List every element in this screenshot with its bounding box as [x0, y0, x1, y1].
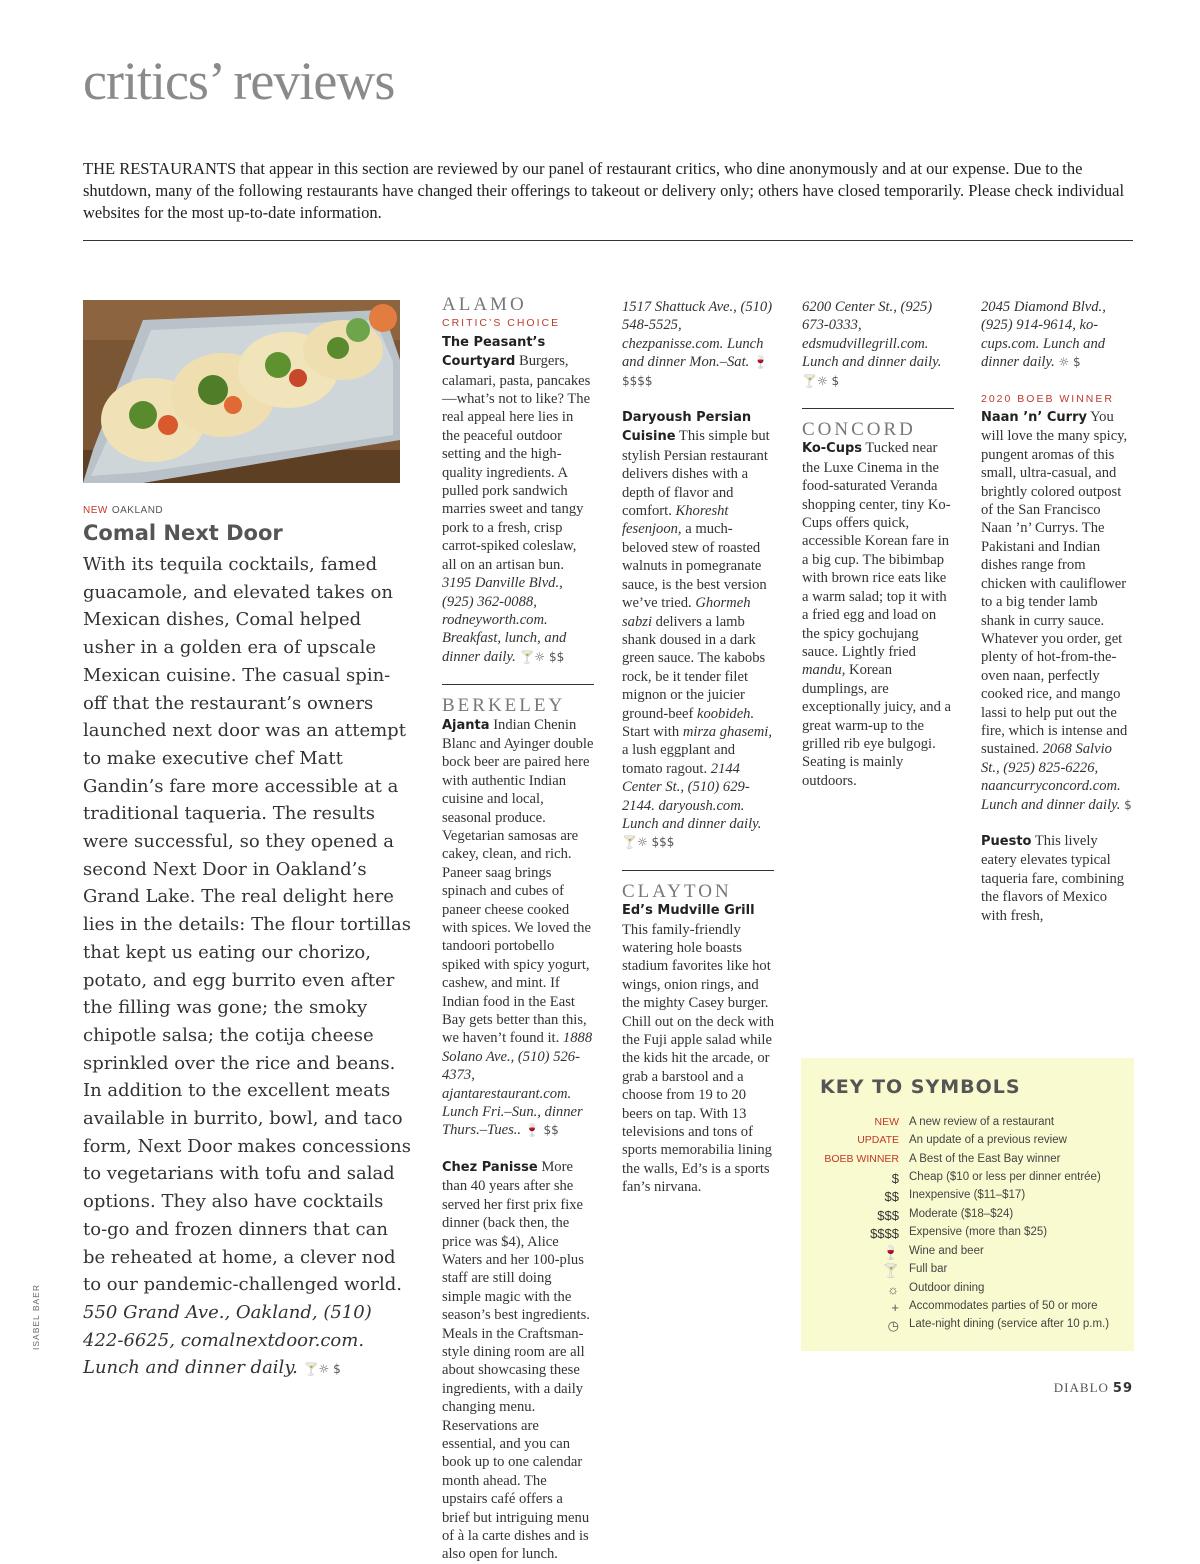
- city-heading-alamo: ALAMO: [442, 294, 527, 315]
- restaurant-name: The Peasant’s Courtyard: [442, 334, 546, 370]
- featured-symbols: 🍸☼ $: [303, 1362, 341, 1377]
- review-ajanta: [442, 716, 594, 1140]
- divider: [802, 408, 954, 409]
- photo-credit: ISABEL BAER: [31, 1284, 41, 1350]
- review-text: This lively eatery elevates typical taqueria fare, combining the flavors of Mexico with fresh,: [981, 832, 1125, 924]
- key-row: [801, 1189, 1134, 1207]
- review-peasants-courtyard: [442, 333, 594, 666]
- page-folio: [1054, 1380, 1133, 1396]
- dish-name: Ghormeh sabzi: [622, 595, 751, 630]
- plus-icon: +: [891, 1300, 899, 1315]
- featured-tag: [83, 505, 163, 516]
- city-heading-clayton: CLAYTON: [622, 880, 732, 902]
- key-meaning: Accommodates parties of 50 or more: [909, 1300, 1098, 1312]
- symbols: 🍷 $$: [524, 1123, 559, 1138]
- key-row: [801, 1282, 1134, 1300]
- featured-review: [83, 551, 413, 1384]
- key-meaning: Cheap ($10 or less per dinner entrée): [909, 1171, 1101, 1183]
- restaurant-info: 3195 Danville Blvd., (925) 362-0088, rodneyworth.com. Breakfast, lunch, and dinner daily.: [442, 575, 567, 665]
- key-row: [801, 1318, 1134, 1336]
- key-meaning: An update of a previous review: [909, 1134, 1067, 1146]
- review-text: This family-friendly watering hole boasts stadium favorites like hot wings, onion rings, and the mighty Casey burger. Chill out on the deck with the Fuji apple salad while the kids hit the arcade, or grab a barstool and a choose from 19 to 20 beers on tap. With 13 televisions and tons of sports memorabilia lining the walls, Ed’s is a sports fan’s nirvana.: [622, 921, 775, 1196]
- key-row: [801, 1208, 1134, 1226]
- key-symbol: UPDATE: [857, 1134, 899, 1146]
- key-meaning: Wine and beer: [909, 1245, 984, 1257]
- review-text: Korean dumplings, are exceptionally juicy, and a great warm-up to the grilled rib eye bulgogi. Seating is mainly outdoors.: [802, 662, 951, 789]
- restaurant-info: 2045 Diamond Blvd., (925) 914-9614, ko-cups.com. Lunch and dinner daily.: [981, 299, 1106, 371]
- restaurant-name: Ko-Cups: [802, 441, 863, 457]
- key-row: [801, 1134, 1134, 1152]
- dish-name: Khoresht fesenjoon,: [622, 503, 729, 538]
- key-row: [801, 1300, 1134, 1318]
- review-text: You will love the many spicy, pungent aromas of this small, ultra-casual, and brightly colored outpost of the San Francisco Naan ’n’ Currys. The Pakistani and Indian dishes range from chicken with cauliflower to a big tender lamb shank in curry sauce. Whatever you order, get plenty of hot-from-the-oven naan, perfectly cooked rice, and mango lassi to help put out the fire, which is intense and sustained.: [981, 409, 1128, 758]
- restaurant-info: 1888 Solano Ave., (510) 526-4373, ajantarestaurant.com. Lunch Fri.–Sun., dinner Thurs.–Tues..: [442, 1030, 593, 1139]
- cocktail-icon: 🍸: [882, 1263, 899, 1278]
- symbols: 🍷$$$$: [622, 355, 768, 388]
- restaurant-name: Ajanta: [442, 717, 490, 733]
- key-meaning: Moderate ($18–$24): [909, 1208, 1014, 1220]
- sun-icon: ☼: [887, 1282, 899, 1297]
- key-row: [801, 1245, 1134, 1263]
- key-symbol: $$: [884, 1189, 899, 1204]
- symbols: ☼ $: [1058, 355, 1081, 370]
- review-eds-mudville: [622, 901, 774, 1197]
- key-row: [801, 1263, 1134, 1281]
- featured-restaurant-name: Comal Next Door: [83, 521, 283, 545]
- dish-name: koobideh.: [696, 705, 755, 722]
- boeb-winner-badge: 2020 BOEB WINNER: [981, 392, 1114, 405]
- featured-info: 550 Grand Ave., Oakland, (510) 422-6625, comalnextdoor.com. Lunch and dinner daily.: [83, 1301, 372, 1379]
- review-chez-panisse: [442, 1158, 594, 1564]
- intro-text: THE RESTAURANTS that appear in this section are reviewed by our panel of restaurant critics, who dine anonymously and at our expense. Due to the shutdown, many of the following restaurants have changed their offerings to takeout or delivery only; others have closed temporarily. Please check individual websites for the most up-to-date information.: [83, 159, 1125, 222]
- review-text: a lush eggplant and tomato ragout.: [622, 742, 736, 777]
- restaurant-info: 6200 Center St., (925) 673-0333, edsmudvillegrill.com. Lunch and dinner daily.: [802, 299, 942, 371]
- key-symbol: $: [891, 1171, 899, 1186]
- column-2: [442, 296, 594, 1564]
- key-symbol: $$$$: [870, 1226, 899, 1241]
- review-text: Tucked near the Luxe Cinema in the food-saturated Veranda shopping center, tiny Ko-Cups offers quick, accessible Korean fare in a big cup. The bibimbap with brown rice eats like a warm salad; top it with a fried egg and load on the spicy gochujang sauce. Lightly fried: [802, 440, 951, 660]
- key-row: [801, 1171, 1134, 1189]
- key-meaning: Outdoor dining: [909, 1282, 985, 1294]
- key-meaning: A Best of the East Bay winner: [909, 1153, 1061, 1165]
- key-meaning: Late-night dining (service after 10 p.m.): [909, 1318, 1110, 1330]
- featured-review-text: With its tequila cocktails, famed guacamole, and elevated takes on Mexican dishes, Comal helped usher in a golden era of upscale Mexican cuisine. The casual spin-off that the restaurant’s owners launched next door was an attempt to make executive chef Matt Gandin’s fare more accessible at a traditional taqueria. The results were successful, so they opened a second Next Door in Oakland’s Grand Lake. The real delight here lies in the details: The flour tortillas that kept us eating our chorizo, potato, and egg burrito even after the filling was gone; the smoky chipotle salsa; the cotija cheese sprinkled over the rice and beans. In addition to the excellent meats available in burrito, bowl, and taco form, Next Door makes concessions to vegetarians with tofu and salad options. They also have cocktails to-go and frozen dinners that can be reheated at home, a clever nod to our pandemic-challenged world.: [83, 554, 412, 1296]
- key-to-symbols: [801, 1058, 1134, 1351]
- page-title: critics’ reviews: [83, 51, 395, 111]
- critics-choice-badge: CRITIC’S CHOICE: [442, 317, 561, 330]
- city-heading-berkeley: BERKELEY: [442, 695, 566, 717]
- restaurant-name: Naan ’n’ Curry: [981, 410, 1087, 426]
- key-symbol: $$$: [877, 1208, 899, 1223]
- clock-icon: ◷: [887, 1318, 899, 1333]
- taco-photo: [83, 300, 400, 483]
- restaurant-info: 1517 Shattuck Ave., (510) 548-5525, chezpanisse.com. Lunch and dinner Mon.–Sat.: [622, 299, 773, 371]
- symbols: 🍸☼ $: [802, 373, 840, 388]
- key-row: [801, 1116, 1134, 1134]
- divider: [442, 684, 594, 685]
- review-puesto: [981, 832, 1133, 925]
- restaurant-name: Chez Panisse: [442, 1159, 538, 1175]
- review-text: Indian Chenin Blanc and Ayinger double bock beer are paired here with authentic Indian cuisine and local, seasonal produce. Vegetarian samosas are cakey, clean, and rich. Paneer saag brings spinach and cubes of paneer cheese cooked with spices. We loved the tandoori portobello spiked with spicy yogurt, cashew, and mint. If Indian food in the East Bay gets better than this, we haven’t found it.: [442, 716, 594, 1047]
- key-row: [801, 1226, 1134, 1244]
- restaurant-name: Ed’s Mudville Grill: [622, 903, 755, 919]
- key-symbol: BOEB WINNER: [824, 1153, 899, 1165]
- restaurant-name: Puesto: [981, 833, 1032, 849]
- new-label: NEW: [83, 505, 108, 516]
- key-meaning: A new review of a restaurant: [909, 1116, 1055, 1128]
- wine-glass-icon: 🍷: [882, 1245, 899, 1260]
- key-symbol: NEW: [874, 1116, 899, 1128]
- review-daryoush: [622, 408, 774, 852]
- dish-name: mirza ghasemi,: [682, 723, 773, 740]
- page-number: 59: [1112, 1381, 1133, 1396]
- restaurant-info: 2144 Center St., (510) 629-2144. daryoush.com. Lunch and dinner daily.: [622, 760, 762, 832]
- review-chez-panisse-cont: [622, 298, 774, 390]
- review-ko-cups-cont: [981, 298, 1133, 372]
- magazine-name: DIABLO: [1053, 1380, 1109, 1395]
- column-4: [802, 298, 954, 790]
- review-text: a much-beloved stew of roasted walnuts in pomegranate sauce, is the best version we’ve tried.: [622, 521, 767, 612]
- review-text: Burgers, calamari, pasta, pancakes—what’s not to like? The real appeal here lies in the peaceful outdoor setting and the high-quality ingredients. A pulled pork sandwich marries sweet and tangy pork to a fresh, crisp carrot-spiked coleslaw, all on an artisan bun.: [442, 353, 591, 573]
- review-text: More than 40 years after she served her first prix fixe dinner (back then, the price was $4), Alice Waters and her 100-plus staff are still doing simple magic with the season’s best ingredients. Meals in the Craftsman-style dining room are all about showcasing these ingredients, with a daily changing menu. Reservations are essential, and you can book up to one calendar month ahead. The upstairs café offers a brief but intriguing menu of à la carte dishes and is also open for lunch.: [442, 1158, 590, 1563]
- symbols: 🍸☼ $$: [519, 649, 565, 664]
- restaurant-name: Daryoush Persian Cuisine: [622, 410, 752, 445]
- key-meaning: Expensive (more than $25): [909, 1226, 1048, 1238]
- dish-name: mandu,: [802, 662, 846, 679]
- review-text: delivers a lamb shank doused in a dark green sauce. The kabobs rock, be it tender filet mignon or the juicier ground-beef: [622, 613, 766, 722]
- key-meaning: Full bar: [909, 1263, 948, 1275]
- divider: [622, 870, 774, 871]
- symbols: 🍸☼ $$$: [622, 835, 675, 850]
- review-naan-n-curry: [981, 408, 1133, 814]
- key-title: KEY TO SYMBOLS: [820, 1076, 1021, 1098]
- key-meaning: Inexpensive ($11–$17): [909, 1189, 1026, 1201]
- review-eds-mudville-cont: [802, 298, 954, 390]
- divider: [83, 240, 1133, 241]
- key-row: [801, 1153, 1134, 1171]
- restaurant-info: 2068 Salvio St., (925) 825-6226, naancurryconcord.com. Lunch and dinner daily.: [981, 741, 1121, 813]
- featured-city: OAKLAND: [111, 505, 164, 516]
- review-ko-cups: [802, 439, 954, 790]
- city-heading-concord: CONCORD: [802, 419, 916, 441]
- review-text: Start with: [622, 723, 680, 740]
- column-5: [981, 298, 1133, 925]
- column-3: [622, 298, 774, 1197]
- review-text: This simple but stylish Persian restaurant delivers dishes with a depth of flavor and comfort.: [622, 428, 770, 520]
- symbols: $: [1124, 797, 1132, 812]
